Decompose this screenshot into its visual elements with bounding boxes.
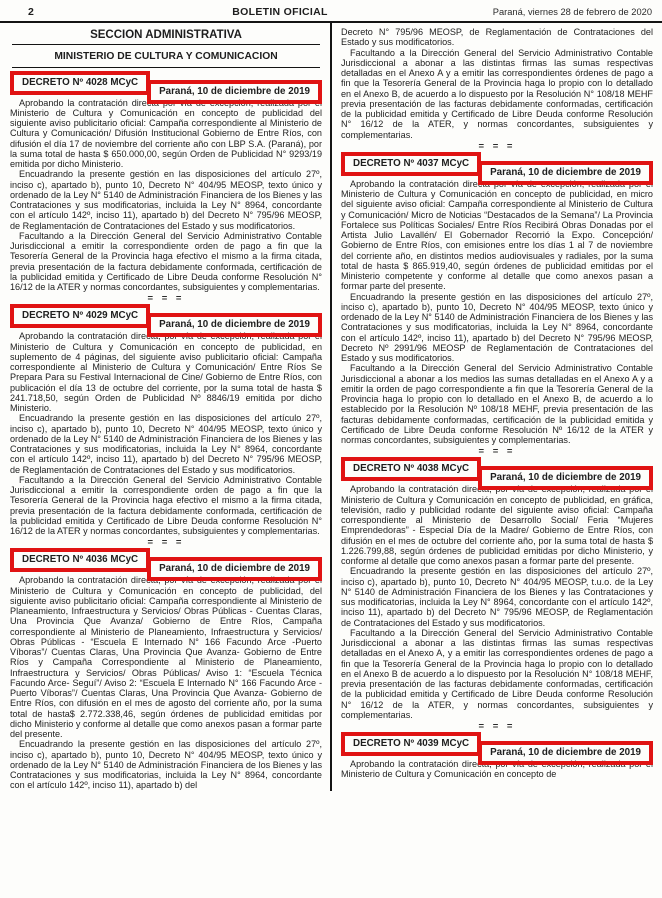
- decree-date-box: Paraná, 10 de diciembre de 2019: [478, 466, 653, 490]
- decree-paragraph: Facultando a la Dirección General del Servicio Administrativo Contable Jurisdiccional a emitir la correspondiente orden de pago a fin que la Tesorería General de la Provincia haga efectivo el mismo a la firma citada, previa presentación de la factura debidamente conformada, certificación de la publicidad emitida y Certificado de Libre Deuda conforme Resolución N° 16/12 de la ATER y normas concordantes, subsiguientes y complementarias.: [10, 474, 322, 536]
- decree-date-box: Paraná, 10 de diciembre de 2019: [147, 557, 322, 581]
- decree-paragraph: Aprobando la contratación directa, por vía de excepción, realizada por el Ministerio de Cultura y Comunicación en concepto de publicidad, del siguiente aviso publicitario oficial: Campaña correspondiente al Ministerio de Planeamiento, Infraestructura y Servicios/ Obras Públicas - Cuentas Claras, Una Provincia Que Avanza/ Gobierno de Entre Ríos, Campaña correspondiente al Ministerio de Planeamiento, Infraestructura y Servicios/ Obras Públicas - “Escuela E Internado N° 166 Facundo Arce -Puerto Víboras”/ Cuentas Claras, Una Provincia Que Avanza- Gobierno de Entre Ríos y Campaña Correspondiente al Ministerio de Planeamiento, Infraestructura y Servicios/ Obras Públicas/ Aviso 1: “Escuela Técnica Facundo Arce- Seguí”/ Aviso 2: “Escuela E Internado N° 166 Facundo Arce -Puerto Víboras”/ Cuentas Claras, Una Provincia Que Avanza- Gobierno de Entre Ríos, con difusión en el mes de agosto del corriente año, por la suma total de hasta$ 2.772.338,46, según órdenes de publicidad emitidas por dicho Ministerio y conforme al detalle que como anexos pasan a formar parte del presente.: [10, 575, 322, 739]
- section-separator: = = =: [147, 293, 185, 305]
- decree-section: [10, 548, 322, 790]
- decree-number-box: DECRETO Nº 4037 MCyC: [341, 152, 481, 176]
- decree-paragraph: Facultando a la Dirección General del Servicio Administrativo Contable Jurisdiccional a emitir la correspondiente orden de pago a fin que la Tesorería General de la Provincia haga efectivo el mismo a la firma citada, previa presentación de la factura debidamente conformada, certificación de la publicidad emitida y Certificado de Libre Deuda conforme Resolución N° 16/12 de la ATER y normas concordantes, subsiguientes y complementarias.: [10, 230, 322, 292]
- section-separator: = = =: [478, 721, 516, 732]
- decree-section: [10, 304, 322, 536]
- decree-section: [10, 71, 322, 293]
- decree-section: [341, 152, 653, 446]
- decree-number-box: DECRETO Nº 4028 MCyC: [10, 71, 150, 95]
- decree-header: [10, 304, 322, 331]
- masthead-title: BOLETIN OFICIAL: [232, 6, 328, 18]
- page-header: [0, 0, 662, 23]
- decree-section: [341, 732, 653, 780]
- decree-paragraph: Facultando a la Dirección General del Servicio Administrativo Contable Jurisdiccional a abonar a las distintas firmas las sumas respectivas detalladas en el Anexo A, y a emitir las correspondientes ordenes de pago a fin que la Tesorería General de la Provincia haga lo propio con lo detallado en el Anexo B de acuerdo a lo dispuesto por la Resolución N° 108/18 MEHF, previa presentación de las facturas debidamente conformadas, certificación de la publicidad emitida y Certificado de Libre Deuda conforme Resolución N° 16/12 de la ATER, y normas concordantes, subsiguientes y complementarias.: [341, 627, 653, 720]
- section-title: SECCION ADMINISTRATIVA: [12, 27, 320, 45]
- left-column: [0, 23, 330, 791]
- page-number: 2: [28, 6, 34, 18]
- decree-paragraph: Encuadrando la presente gestión en las disposiciones del artículo 27º, inciso c), apartado b), punto 10, Decreto N° 404/95 MEOSP, texto único y ordenado de la Ley N° 5140 de Administración Financiera de los Bienes y las Contrataciones y sus modificatorias, incluida la Ley N° 8964, concordante con el artículo 142º, inciso 11), apartado b) del Decreto N° 795/96 MEOSP, de Reglamentación de Contrataciones del Estado y sus modificatorios.: [10, 413, 322, 475]
- decree-paragraph: Encuadrando la presente gestión en las disposiciones del artículo 27º, inciso c), apartado b), punto 10, Decreto N° 404/95 MEOSP, texto único y ordenado de la Ley N° 5140 de Administración Financiera de los Bienes y las Contrataciones y sus modificatorias, incluida la Ley N° 8964, concordante con el artículo 142º, inciso 11), apartado b) del: [10, 739, 322, 791]
- page-dateline: Paraná, viernes 28 de febrero de 2020: [492, 7, 652, 17]
- decree-paragraph: Aprobando la contratación directa por vía de excepción, realizada por el Ministerio de Cultura y Comunicación en concepto de publicidad del siguiente aviso publicitario oficial: Campaña correspondiente al Ministerio de Cultura y Comunicación/ Difusión Institucional Gobierno de Entre Ríos, con difusión el día 17 de noviembre del corriente año con LBP S.A. (Paraná), por la suma total de hasta $ 650.000,00, según Orden de Publicidad N° 9293/19 emitida por dicho Ministerio.: [10, 97, 322, 169]
- decree-date-box: Paraná, 10 de diciembre de 2019: [147, 313, 322, 337]
- continuation-paragraph: Facultando a la Dirección General del Servicio Administrativo Contable Jurisdiccional a abonar a las distintas firmas las sumas respectivas detalladas en el Anexo A y a emitir las correspondientes órdenes de pago a fin que la Tesorería General de la Provincia haga lo propio con lo detallado en el Anexo B, de acuerdo a lo dispuesto por la Resolución N° 108/18 MEHF previa presentación de las facturas debidamente conformadas, certificación de la publicidad emitida y Certificado de Libre Deuda conforme Resolución N° 16/12 de la ATER, y normas concordantes, subsiguientes y complementarias.: [341, 47, 653, 140]
- document-body: [0, 23, 662, 791]
- ministry-title: MINISTERIO DE CULTURA Y COMUNICACION: [12, 48, 320, 67]
- decree-paragraph: Aprobando la contratación directa, por vía de excepción, realizada por el Ministerio de Cultura y Comunicación en concepto de: [341, 759, 653, 780]
- decree-paragraph: Aprobando la contratación directa, por vía de excepción, realizada por el Ministerio de Cultura y Comunicación en concepto de publicidad, en suplemento de 4 páginas, del siguiente aviso publicitario oficial: Campaña correspondiente al Ministerio de Cultura y Comunicación/ Entre Ríos Se Prepara Para su Festival Internacional de Cine/ Gobierno de Entre Ríos, con publicación el día 13 de octubre del corriente, por la suma total de hasta $ 241.718,50, según Orden de Publicidad Nº 8846/19 emitida por dicho Ministerio.: [10, 331, 322, 413]
- decree-number-box: DECRETO Nº 4029 MCyC: [10, 304, 150, 328]
- decree-paragraph: Facultando a la Dirección General del Servicio Administrativo Contable Jurisdiccional a abonar a los medios las sumas detalladas en el Anexo A y a emitir la orden de pago correspondiente a fin que la Tesorería General de la Provincia haga lo propio con lo detallado en el Anexo B, de acuerdo a lo establecido por la Resolución Nº 108/18 MEHF, previa presentación de las facturas debidamente conformadas, certificación de la publicidad emitida y Certificado de Libre Deuda conforme Resolución Nº 16/12 de la ATER y normas concordantes, subsiguientes y complementarias.: [341, 363, 653, 445]
- decree-paragraph: Aprobando la contratación directa, por vía de excepción, realizada por el Ministerio de Cultura y Comunicación en concepto de publicidad, en gráfica, televisión, radio y publicidad rodante del siguiente aviso oficial: Campaña correspondiente al Ministerio de Desarrollo Social/ Feria “Mujeres Emprendedoras” - Especial Día de la Madre/ Gobierno de Entre Ríos, con difusión en el mes de octubre del corriente año, por la suma total de hasta $ 1.226.799,88, según órdenes de publicidad emitidas por dicho Ministerio, y conforme al detalle que como anexos pasan a formar parte del presente.: [341, 484, 653, 566]
- decree-header: [341, 152, 653, 179]
- decree-paragraph: Aprobando la contratación directa por vía de excepción, realizada por el Ministerio de Cultura y Comunicación en concepto de publicidad, en micro del siguiente aviso oficial: Campaña correspondiente al Ministerio de Cultura y Comunicación/ Micro de Noticias “Destacados de la Semana”/ La Provincia Fortalece sus Políticas Sociales/ Entre Ríos Recibirá Obras Donadas por el Artista Julio Lavallén/ El Gobernador Recorrió la Expo. Concepción/ Gobierno de Entre Ríos, con emisiones entre los días 1 al 7 de noviembre del corriente año, en distintos medios audiovisuales y radiales, por la suma total de hasta $ 865.919,40, según órdenes de publicidad emitidas por el Ministerio competente y conforme al detalle que como anexos pasan a formar parte del presente.: [341, 178, 653, 292]
- decree-number-box: DECRETO Nº 4039 MCyC: [341, 732, 481, 756]
- decree-number-box: DECRETO Nº 4038 MCyC: [341, 457, 481, 481]
- right-column: [330, 23, 662, 791]
- decree-header: [341, 732, 653, 759]
- continuation-paragraph: Decreto N° 795/96 MEOSP, de Reglamentación de Contrataciones del Estado y sus modificatorios.: [341, 27, 653, 48]
- section-separator: = = =: [478, 446, 516, 458]
- section-separator: = = =: [147, 537, 185, 549]
- decree-header: [10, 548, 322, 575]
- decree-paragraph: Encuadrando la presente gestión en las disposiciones del artículo 27º, inciso c), apartado b), punto 10, Decreto N° 404/95 MEOSP, texto único y ordenado de la Ley N° 5140 de Administración Financiera de los Bienes y las Contrataciones y sus modificatorias, incluida la Ley N° 8964, concordante con el artículo 142º, inciso 11), apartado b) del Decreto N° 795/96 MEOSP, Decreto Nº 2991/96 MEOSP de Reglamentación de Contrataciones del Estado y sus modificatorios.: [341, 291, 653, 363]
- section-separator: = = =: [478, 140, 516, 152]
- decree-paragraph: Encuadrando la presente gestión en las disposiciones del artículo 27º, inciso c), apartado b), punto 10, Decreto N° 404/95 MEOSP, texto único y ordenado de la Ley N° 5140 de Administración Financiera de los Bienes y las Contrataciones y sus modificatorias, incluida la Ley N° 8964, concordante con el artículo 142º, inciso 11), apartado b) del Decreto N° 795/96 MEOSP, de Reglamentación de Contrataciones del Estado y sus modificatorios.: [10, 169, 322, 231]
- decree-number-box: DECRETO Nº 4036 MCyC: [10, 548, 150, 572]
- decree-date-box: Paraná, 10 de diciembre de 2019: [147, 80, 322, 104]
- decree-date-box: Paraná, 10 de diciembre de 2019: [478, 741, 653, 765]
- decree-header: [10, 71, 322, 98]
- decree-date-box: Paraná, 10 de diciembre de 2019: [478, 161, 653, 185]
- decree-section: [341, 457, 653, 720]
- decree-header: [341, 457, 653, 484]
- decree-paragraph: Encuadrando la presente gestión en las disposiciones del artículo 27º, inciso c), apartado b), punto 10, Decreto N° 404/95 MEOSP, t.u.o. de la Ley N° 5140 de Administración Financiera de los Bienes y las Contrataciones y sus modificatorias, incluida la Ley N° 8964, concordante con el artículo 142º, inciso 11), apartado b) del Decreto N° 795/96 MEOSP, de Reglamentación de Contrataciones del Estado y sus modificatorios.: [341, 566, 653, 628]
